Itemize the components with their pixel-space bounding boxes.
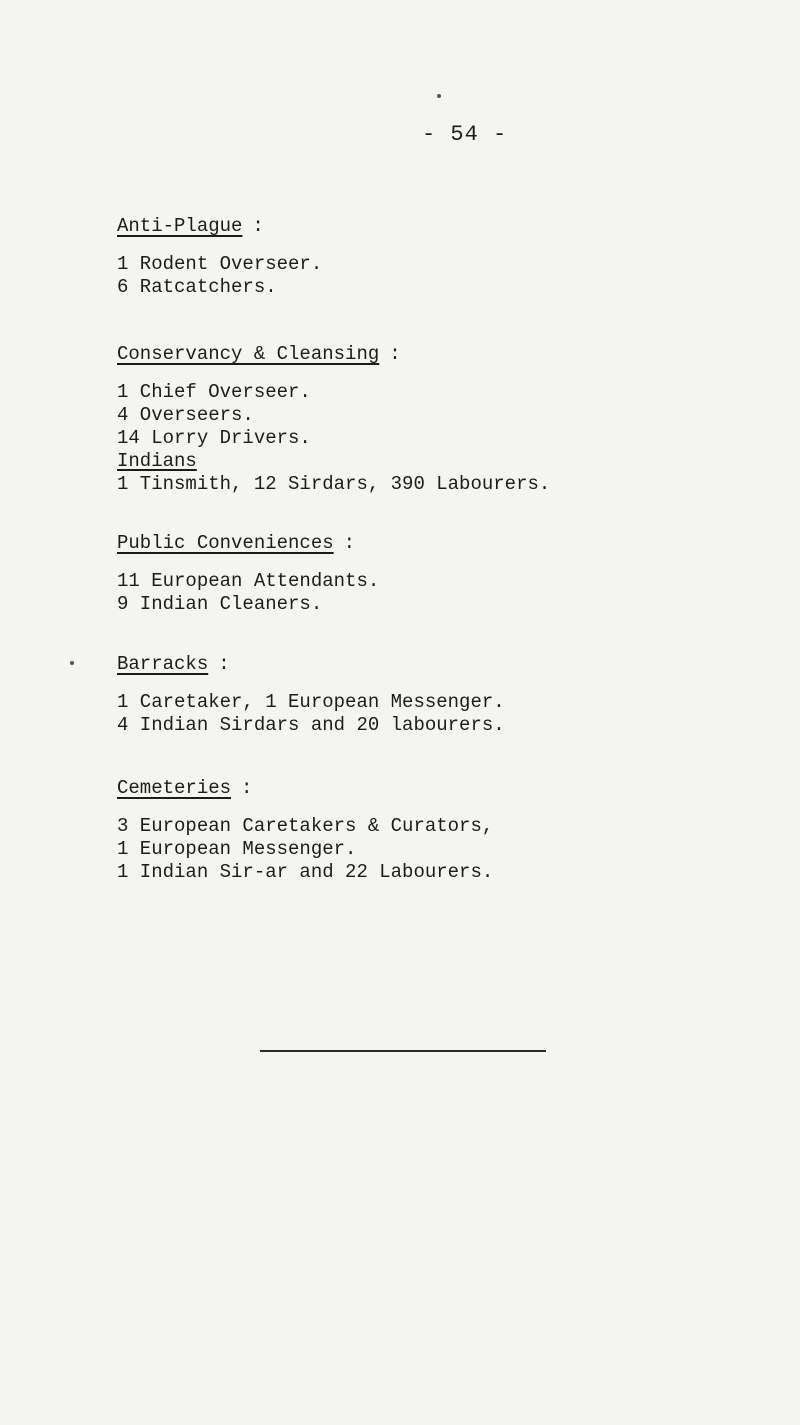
section-colon: : bbox=[343, 532, 356, 554]
section-colon: : bbox=[389, 343, 401, 365]
list-item: 4 Indian Sirdars and 20 labourers. bbox=[117, 714, 505, 736]
paper-speck bbox=[437, 94, 441, 98]
list-item: 3 European Caretakers & Curators, bbox=[117, 815, 494, 837]
page-number: - 54 - bbox=[422, 122, 508, 147]
section-heading bbox=[117, 532, 787, 554]
section-lines bbox=[117, 253, 787, 299]
section-heading bbox=[117, 653, 787, 675]
section-cemeteries bbox=[117, 777, 787, 884]
section-heading bbox=[117, 777, 787, 799]
section-title: Cemeteries bbox=[117, 777, 232, 799]
section-anti-plague bbox=[117, 215, 787, 299]
list-subheading: Indians bbox=[117, 450, 197, 472]
list-item: 11 European Attendants. bbox=[117, 570, 380, 592]
section-lines bbox=[117, 381, 787, 496]
section-lines bbox=[117, 691, 787, 737]
section-colon: : bbox=[252, 215, 264, 237]
section-title: Anti-Plague bbox=[117, 215, 243, 237]
section-divider bbox=[260, 1050, 546, 1052]
section-lines bbox=[117, 815, 787, 884]
list-item: 1 Indian Sir-ar and 22 Labourers. bbox=[117, 861, 494, 883]
list-item: 6 Ratcatchers. bbox=[117, 276, 277, 298]
section-heading bbox=[117, 215, 787, 237]
section-barracks bbox=[117, 653, 787, 737]
list-item: 1 Chief Overseer. bbox=[117, 381, 311, 403]
list-item: 1 European Messenger. bbox=[117, 838, 357, 860]
paper-speck bbox=[70, 661, 74, 665]
section-title: Conservancy & Cleansing bbox=[117, 343, 380, 365]
section-lines bbox=[117, 570, 787, 616]
list-item: 1 Rodent Overseer. bbox=[117, 253, 323, 275]
list-item: 4 Overseers. bbox=[117, 404, 254, 426]
list-item: 1 Tinsmith, 12 Sirdars, 390 Labourers. bbox=[117, 473, 551, 495]
section-colon: : bbox=[241, 777, 253, 799]
section-title: Public Conveniences bbox=[117, 532, 334, 554]
section-public-conveniences bbox=[117, 532, 787, 616]
section-title: Barracks bbox=[117, 653, 209, 675]
list-item: 9 Indian Cleaners. bbox=[117, 593, 323, 615]
list-item: 14 Lorry Drivers. bbox=[117, 427, 311, 449]
section-heading bbox=[117, 343, 787, 365]
list-item: 1 Caretaker, 1 European Messenger. bbox=[117, 691, 505, 713]
section-conservancy-cleansing bbox=[117, 343, 787, 496]
section-colon: : bbox=[218, 653, 230, 675]
